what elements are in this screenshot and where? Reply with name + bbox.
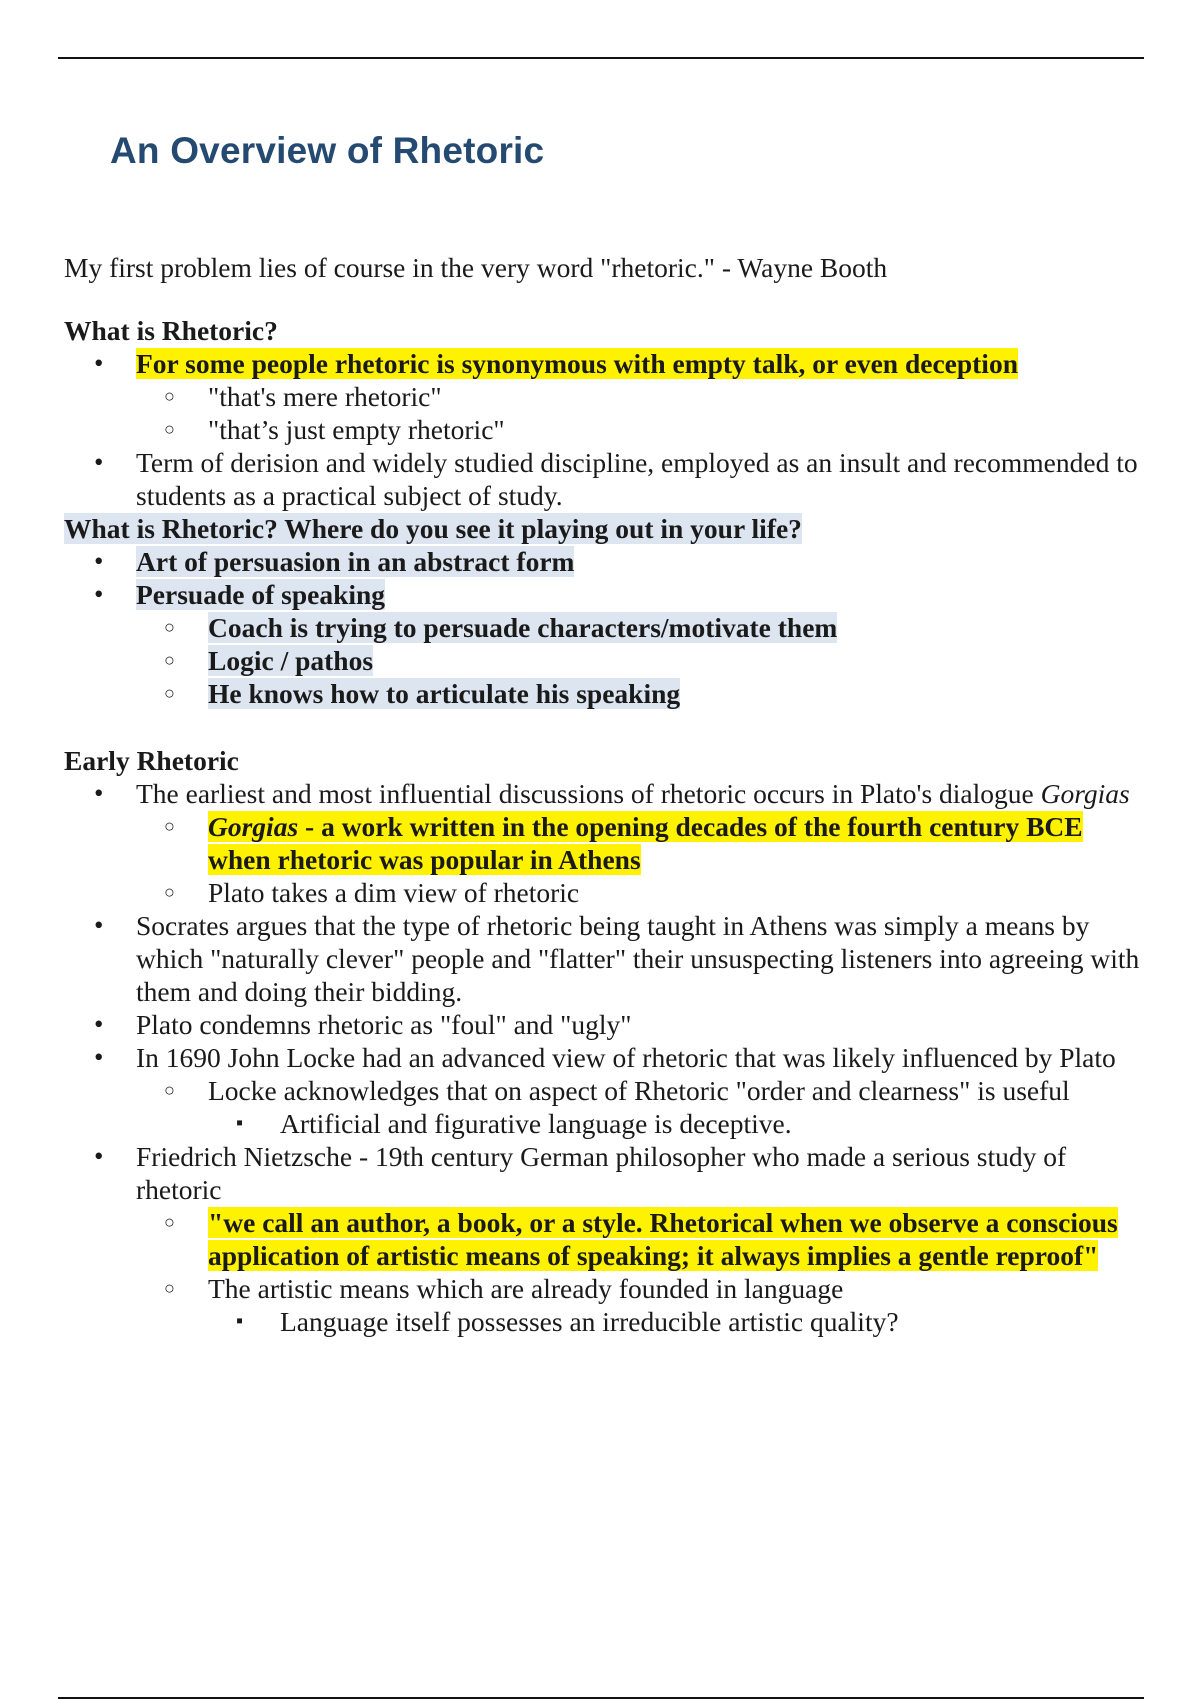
highlighted-text: Coach is trying to persuade characters/motivate them: [208, 612, 838, 643]
sub-list-item: [64, 1074, 1144, 1140]
list-item: [64, 347, 1144, 446]
sub-list: [136, 810, 1144, 909]
sub-sub-list: [208, 1305, 1144, 1338]
highlighted-text: Logic / pathos: [208, 645, 374, 676]
sub-list-item-text: Locke acknowledges that on aspect of Rhetoric "order and clearness" is useful: [208, 1075, 1070, 1106]
sub-list-item: [64, 810, 1144, 876]
list-item: • Socrates argues that the type of rhetoric being taught in Athens was simply a means by which "naturally clever" people and "flatter" their unsuspecting listeners into agreeing with them and doing their bidding.: [64, 909, 1144, 1008]
sub-sub-list-item: ▪ Language itself possesses an irreducible artistic quality?: [64, 1305, 1144, 1338]
document-body: [64, 251, 1144, 1338]
sub-list-item: [64, 1206, 1144, 1272]
highlighted-quote: "we call an author, a book, or a style. Rhetorical when we observe a conscious application of artistic means of speaking; it always implies a gentle reproof": [208, 1207, 1118, 1271]
bottom-rule: [58, 1697, 1144, 1699]
list-item: [64, 578, 1144, 710]
sub-list: [136, 1206, 1144, 1338]
highlighted-heading: What is Rhetoric? Where do you see it playing out in your life?: [64, 513, 802, 544]
sub-list-item-text: The artistic means which are already founded in language: [208, 1273, 844, 1304]
opening-quote: My first problem lies of course in the very word "rhetoric." - Wayne Booth: [64, 252, 888, 283]
list-item-text: Friedrich Nietzsche - 19th century German philosopher who made a serious study of rhetoric: [136, 1141, 1067, 1205]
sub-list: [136, 611, 1144, 710]
work-title: Gorgias: [208, 811, 299, 842]
sub-list-item: ○ "that’s just empty rhetoric": [64, 413, 1144, 446]
highlighted-text: He knows how to articulate his speaking: [208, 678, 681, 709]
section1-list: [64, 347, 1144, 512]
sub-list-item: [64, 1272, 1144, 1338]
highlighted-text: - a work written in the opening decades of the fourth century BCE when rhetoric was popular in Athens: [208, 811, 1083, 875]
sub-sub-list: [208, 1107, 1144, 1140]
highlighted-text: Persuade of speaking: [136, 579, 386, 610]
sub-list-item: ○ "that's mere rhetoric": [64, 380, 1144, 413]
list-item-text: The earliest and most influential discussions of rhetoric occurs in Plato's dialogue: [136, 778, 1034, 809]
list-item: [64, 545, 1144, 578]
list-item: [64, 1140, 1144, 1338]
section-heading-where-rhetoric: [64, 512, 1144, 545]
sub-list: [136, 380, 1144, 446]
section-heading-early-rhetoric: Early Rhetoric: [64, 745, 239, 776]
highlighted-text: For some people rhetoric is synonymous with empty talk, or even deception: [136, 348, 1018, 379]
section3-list: [64, 777, 1144, 1338]
list-item: [64, 1041, 1144, 1140]
list-item-text: In 1690 John Locke had an advanced view of rhetoric that was likely influenced by Plato: [136, 1042, 1116, 1073]
sub-list-item: ○ Plato takes a dim view of rhetoric: [64, 876, 1144, 909]
list-item: • Term of derision and widely studied discipline, employed as an insult and recommended to students as a practical subject of study.: [64, 446, 1144, 512]
top-rule: [58, 57, 1144, 59]
section-heading-what-is-rhetoric: What is Rhetoric?: [64, 315, 278, 346]
list-item: [64, 777, 1144, 909]
sub-list-item: [64, 644, 1144, 677]
sub-sub-list-item: ▪ Artificial and figurative language is deceptive.: [64, 1107, 1144, 1140]
highlighted-text: Art of persuasion in an abstract form: [136, 546, 575, 577]
section2-list: [64, 545, 1144, 710]
sub-list-item: [64, 677, 1144, 710]
sub-list-item: [64, 611, 1144, 644]
list-item: • Plato condemns rhetoric as "foul" and "ugly": [64, 1008, 1144, 1041]
work-title: Gorgias: [1040, 778, 1130, 809]
page-title: An Overview of Rhetoric: [110, 130, 545, 171]
sub-list: [136, 1074, 1144, 1140]
